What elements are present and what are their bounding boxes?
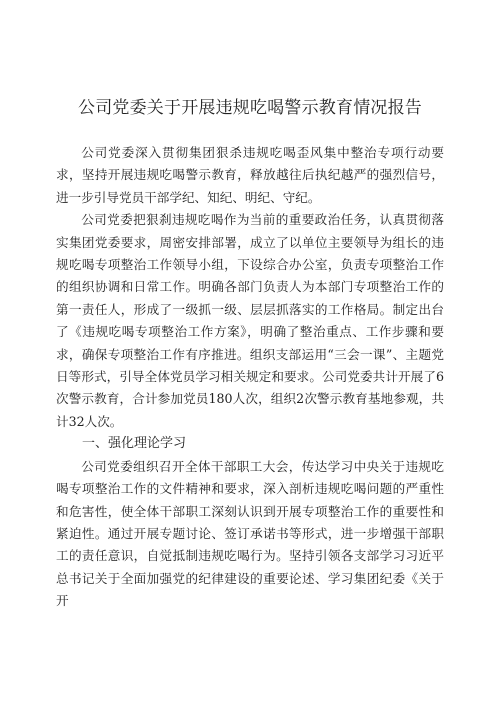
intro-paragraph: 公司党委深入贯彻集团狠杀违规吃喝歪风集中整治专项行动要求，坚持开展违规吃喝警示教育，释放越往后执纪越严的强烈信号，进一步引导党员干部学纪、知纪、明纪、守纪。 (56, 145, 444, 205)
section-paragraph: 公司党委组织召开全体干部职工大会，传达学习中央关于违规吃喝专项整治工作的文件精神和要求，深入剖析违规吃喝问题的严重性和危害性，使全体干部职工深刻认识到开展专项整治工作的重要性和紧迫性。通过开展专题讨论、签订承诺书等形式，进一步增强干部职工的责任意识，自觉抵制违规吃喝行为。坚持引领各支部学习习近平总书记关于全面加强党的纪律建设的重要论述、学习集团纪委《关于开 (56, 458, 444, 609)
body-paragraph: 公司党委把狠刹违规吃喝作为当前的重要政治任务，认真贯彻落实集团党委要求，周密安排部署，成立了以单位主要领导为组长的违规吃喝专项整治工作领导小组，下设综合办公室，负责专项整治工作的组织协调和日常工作。明确各部门负责人为本部门专项整治工作的第一责任人，形成了一级抓一级、层层抓落实的工作格局。制定出台了《违规吃喝专项整治工作方案》，明确了整治重点、工作步骤和要求，确保专项整治工作有序推进。组织支部运用“三会一课”、主题党日等形式，引导全体党员学习相关规定和要求。公司党委共计开展了6次警示教育，合计参加党员180人次，组织2次警示教育基地参观，共计32人次。 (56, 212, 444, 429)
section-heading: 一、强化理论学习 (82, 436, 187, 452)
document-title: 公司党委关于开展违规吃喝警示教育情况报告 (78, 98, 422, 118)
